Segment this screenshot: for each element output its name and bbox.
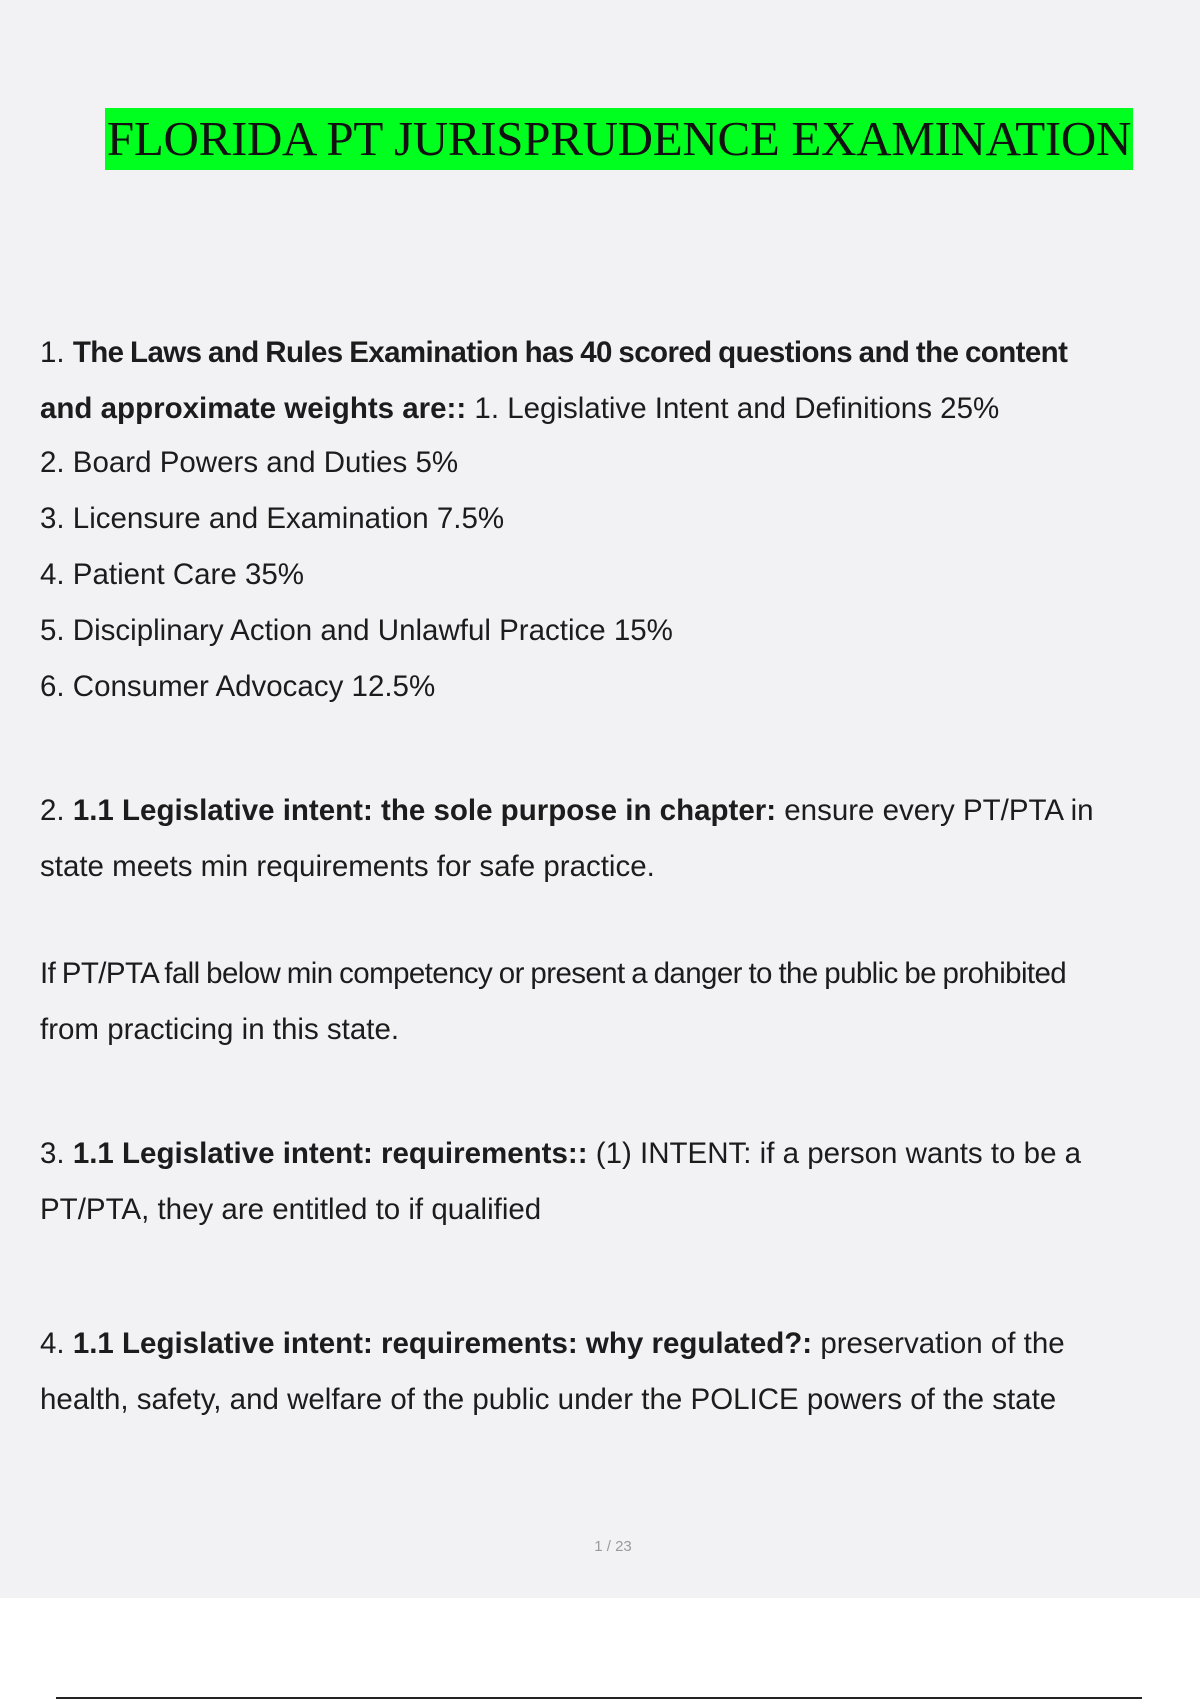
item-1-question-part-1: The Laws and Rules Examination has 40 scored questions and the content [72,336,1068,369]
document-title: FLORIDA PT JURISPRUDENCE EXAMINATION [105,108,1133,170]
item-2-extra-line-1: If PT/PTA fall below min competency or present a danger to the public be prohibited [40,957,1067,990]
item-1-answer-inline: 1. Legislative Intent and Definitions 25% [474,392,1000,425]
item-2-line-1 [40,783,1190,839]
qa-item-4 [40,1316,1190,1428]
item-4-answer-line-2: health, safety, and welfare of the public under the POLICE powers of the state [40,1383,1057,1416]
item-3-question: 1.1 Legislative intent: requirements:: [72,1137,588,1170]
item-2-answer-inline: ensure every PT/PTA in [784,794,1094,827]
item-4-question: 1.1 Legislative intent: requirements: why regulated?: [72,1327,813,1360]
item-1-answer-line: 4. Patient Care 35% [40,558,305,591]
qa-item-2 [40,783,1190,895]
page-divider [56,1697,1142,1699]
item-3-number: 3. [40,1137,65,1170]
item-1-answer-line: 2. Board Powers and Duties 5% [40,446,459,479]
title-container [60,108,1178,170]
item-1-answer-line: 3. Licensure and Examination 7.5% [40,502,505,535]
item-1-question-line-2 [40,381,1190,437]
item-4-answer-inline: preservation of the [820,1327,1065,1360]
item-4-number: 4. [40,1327,65,1360]
item-3-line-1 [40,1126,1190,1182]
page-number: 1 / 23 [594,1538,632,1555]
item-3-answer-line-2: PT/PTA, they are entitled to if qualified [40,1193,542,1226]
item-1-answer-line: 6. Consumer Advocacy 12.5% [40,670,436,703]
qa-item-3 [40,1126,1190,1238]
item-1-question-part-2: and approximate weights are:: [40,392,467,425]
item-3-answer-inline: (1) INTENT: if a person wants to be a [595,1137,1082,1170]
qa-item-1 [40,325,1190,715]
item-2-question: 1.1 Legislative intent: the sole purpose in chapter: [72,794,777,827]
item-2-number: 2. [40,794,65,827]
item-1-number: 1. [40,336,65,369]
item-1-question-line-1 [40,325,1190,381]
item-2-answer-line-2: state meets min requirements for safe practice. [40,850,655,883]
item-4-line-1 [40,1316,1190,1372]
item-1-answer-line: 5. Disciplinary Action and Unlawful Practice 15% [40,614,673,647]
item-2-extra-line-2: from practicing in this state. [40,1013,400,1046]
item-2-extra [40,946,1190,1058]
